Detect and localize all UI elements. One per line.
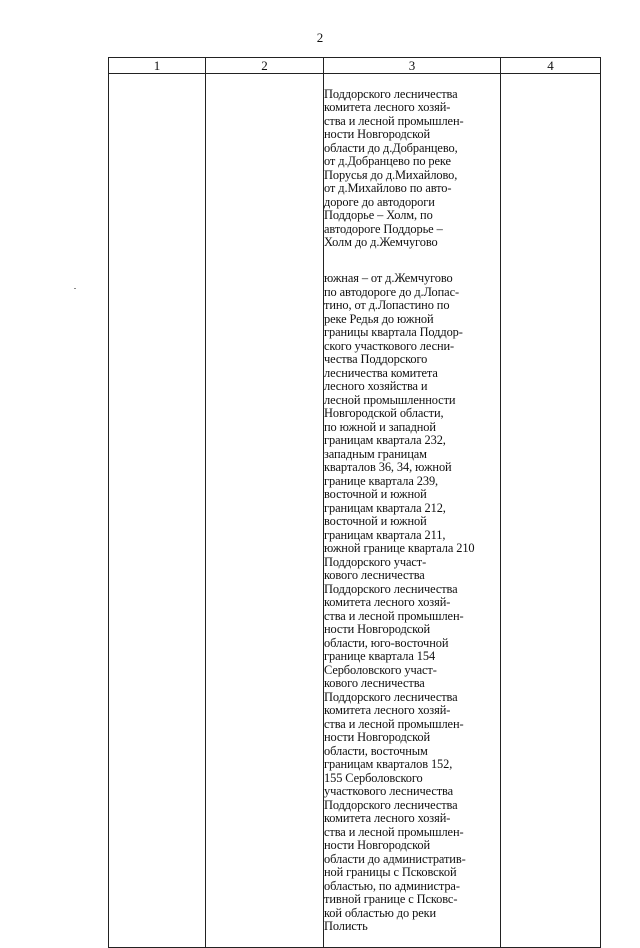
boundary-description-paragraph: Поддорского лесничества комитета лесного хозяй- ства и лесной промышлен- ности Новгородской области до д.Добранцево, от д.Добранцево по реке Порусья до д.Михайлово, от д.Михайлово по авто- дороге до автодороги Поддорье – Холм, по автодороге Поддорье – Холм до д.Жемчугово bbox=[324, 86, 464, 249]
table-row bbox=[109, 74, 601, 948]
page-number: 2 bbox=[316, 30, 324, 45]
table-header-row bbox=[109, 58, 601, 74]
table-cell-col4 bbox=[501, 74, 601, 948]
scan-artifact bbox=[74, 288, 76, 289]
column-header-1: 1 bbox=[109, 58, 206, 74]
column-header-3: 3 bbox=[324, 58, 501, 74]
boundary-table bbox=[108, 57, 601, 948]
table-cell-col2 bbox=[206, 74, 324, 948]
southern-boundary-paragraph: южная – от д.Жемчугово по автодороге до д.Лопас- тино, от д.Лопастино по реке Редья до южной границы квартала Поддор- ского участкового лесни- чества Поддорского лесничества комитета лесного хозяйства и лесной промышленности Новгородской области, по южной и западной границам квартала 232, западным границам кварталов 36, 34, южной границе квартала 239, восточной и южной границам квартала 212, восточной и южной границам квартала 211, южной границе квартала 210 Поддорского участ- кового лесничества Поддорского лесничества комитета лесного хозяй- ства и лесной промышлен- ности Новгородской области, юго-восточной границе квартала 154 Серболовского участ- кового лесничества Поддорского лесничества комитета лесного хозяй- ства и лесной промышлен- ности Новгородской области, восточным границам кварталов 152, 155 Серболовского участкового лесничества Поддорского лесничества комитета лесного хозяй- ства и лесной промышлен- ности Новгородской области до административ- ной границы с Псковской областью, по администра- тивной границе с Псковс- кой областью до реки Полисть bbox=[324, 271, 475, 933]
table-cell-col3 bbox=[324, 74, 501, 948]
column-header-4: 4 bbox=[501, 58, 601, 74]
table-cell-col1 bbox=[109, 74, 206, 948]
column-header-2: 2 bbox=[206, 58, 324, 74]
